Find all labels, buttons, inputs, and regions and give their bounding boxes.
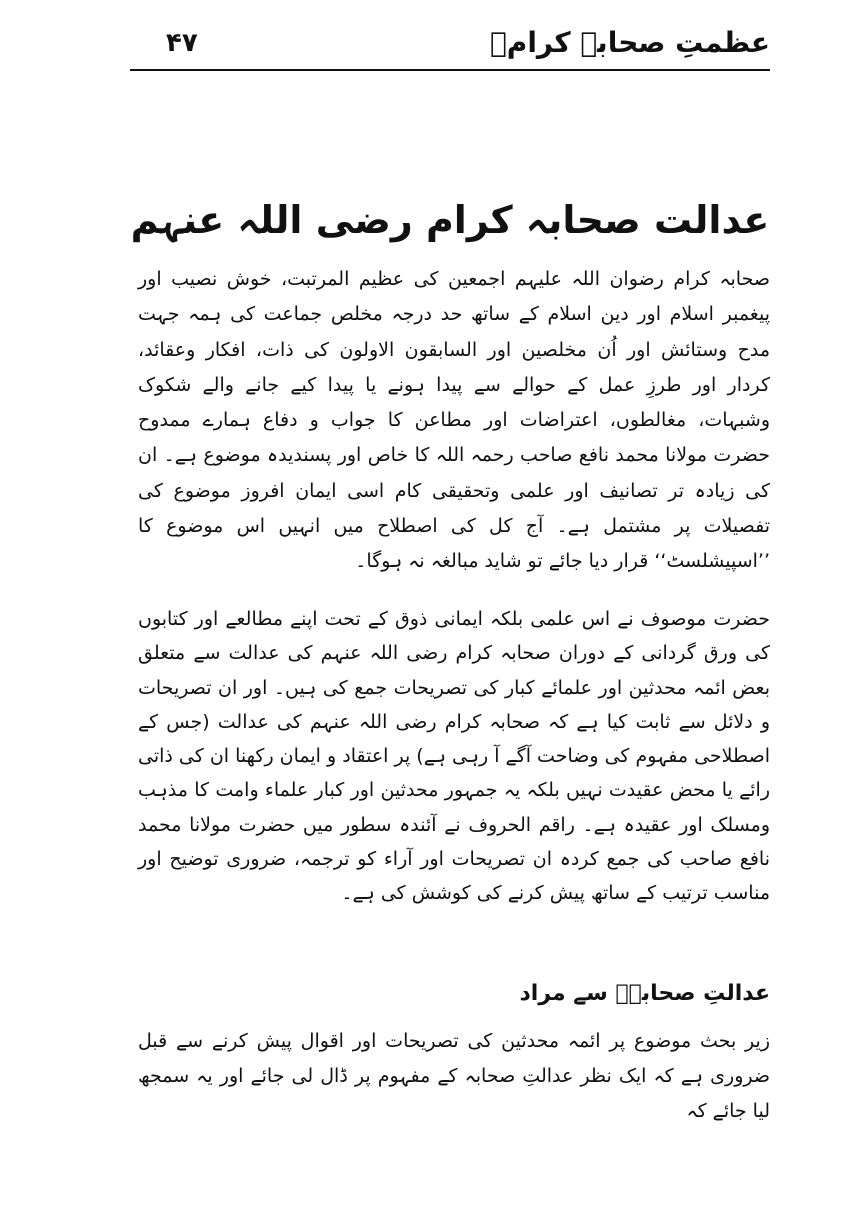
paragraph-2: حضرت موصوف نے اس علمی بلکہ ایمانی ذوق کے تحت اپنے مطالعے اور کتابوں کی ورق گردانی کے دوران صحابہ کرام رضی اللہ عنہم کی عدالت سے متعلق بعض ائمہ محدثین اور علمائے کبار کی تصریحات جمع کی ہیں۔ اور ان تصریحات و دلائل سے ثابت کیا ہے کہ صحابہ کرام رضی اللہ عنہم کی عدالت (جس کے اصطلاحی مفہوم کی وضاحت آگے آ رہی ہے) پر اعتقاد و ایمان رکھنا ان کی ذاتی رائے یا محض عقیدت نہیں بلکہ یہ جمہور محدثین اور کبار علماء وامت کا مذہب ومسلک اور عقیدہ ہے۔ راقم الحروف نے آئندہ سطور میں حضرت مولانا محمد نافع صاحب کی جمع کردہ ان تصریحات اور آراء کو ترجمہ، ضروری توضیح اور مناسب ترتیب کے ساتھ پیش کرنے کی کوشش کی ہے۔ (138, 608, 770, 905)
page-header (130, 18, 770, 66)
paragraph-1: صحابہ کرام رضوان اللہ علیہم اجمعین کی عظیم المرتبت، خوش نصیب اور پیغمبر اسلام اور دین اسلام کے ساتھ حد درجہ مخلص جماعت کی ہمہ جہت مدح وستائش اور اُن مخلصین اور السابقون الاولون کی ذات، افکار وعقائد، کردار اور طرزِ عمل کے حوالے سے پیدا ہونے یا پیدا کیے جانے والے شکوک وشبہات، مغالطوں، اعتراضات اور مطاعن کا جواب و دفاع ہمارے ممدوح حضرت مولانا محمد نافع صاحب رحمہ اللہ کا خاص اور پسندیدہ موضوع ہے۔ ان کی زیادہ تر تصانیف اور علمی وتحقیقی کام اسی ایمان افروز موضوع کی تفصیلات پر مشتمل ہے۔ آج کل کی اصطلاح میں انہیں اس موضوع کا ’’اسپیشلسٹ‘‘ قرار دیا جائے تو شاید مبالغہ نہ ہوگا۔ (138, 268, 770, 573)
section-heading: عدالت صحابہ کرام رضی اللہ عنہم (130, 198, 770, 242)
book-title: عظمتِ صحابہ کرامؓ (490, 26, 770, 59)
paragraph-3: زیر بحث موضوع پر ائمہ محدثین کی تصریحات اور اقوال پیش کرنے سے قبل ضروری ہے کہ ایک نظر عدالتِ صحابہ کے مفہوم پر ڈال لی جائے اور یہ سمجھ لیا جائے کہ (138, 1030, 770, 1122)
header-rule (130, 69, 770, 71)
page-number: ۴۷ (166, 28, 198, 58)
subheading: عدالتِ صحابہؓ سے مراد (519, 981, 770, 1006)
